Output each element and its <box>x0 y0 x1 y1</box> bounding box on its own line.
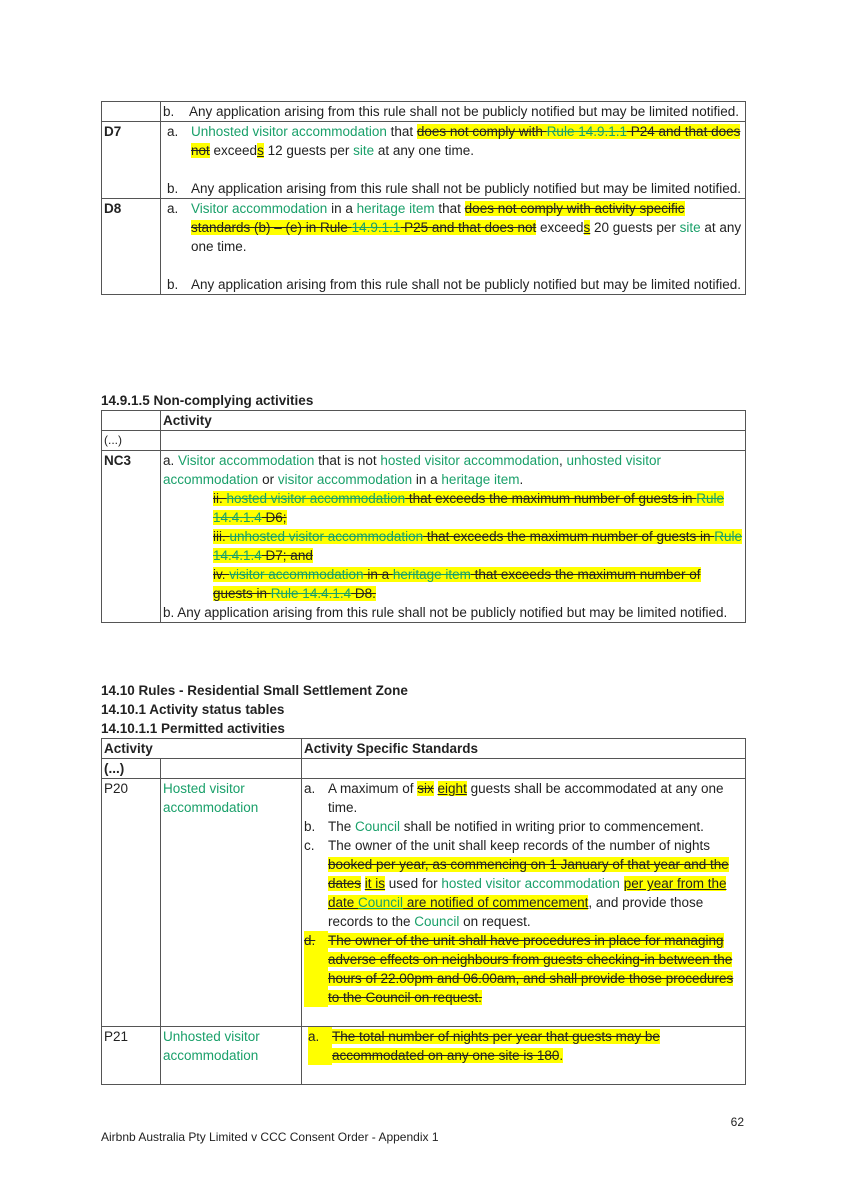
table-row <box>102 199 746 295</box>
column-header: Activity <box>102 739 302 759</box>
rule-text: b. Any application arising from this rule shall not be publicly notified but may be limited notified. <box>163 605 728 620</box>
table-header-row <box>102 411 746 431</box>
section-heading: 14.10.1 Activity status tables <box>101 702 285 717</box>
list-item: a. Unhosted visitor accommodation that does not comply with Rule 14.9.1.1 P24 and that does not exceeds 12 guests per site at any one time. <box>167 124 741 158</box>
list-item: b. Any application arising from this rule shall not be publicly notified but may be limited notified. <box>167 181 742 196</box>
list-item: c. The owner of the unit shall keep records of the number of nights booked per year, as commencing on 1 January of that year and the dates it is used for hosted visitor accommodation per year from the date Council are notified of commencement, and provide those records to the Council on request. <box>304 838 729 929</box>
table-header-row <box>102 739 746 759</box>
table-row <box>102 451 746 623</box>
page-footer: Airbnb Australia Pty Limited v CCC Consent Order - Appendix 1 <box>101 1130 439 1144</box>
list-item: a. The total number of nights per year that guests may be accommodated on any one site is 180. <box>308 1029 660 1063</box>
table-row <box>102 1027 746 1085</box>
section-heading: 14.10 Rules - Residential Small Settlement Zone <box>101 683 408 698</box>
table-row <box>102 102 746 122</box>
activity-name: Hosted visitor accommodation <box>161 779 302 1027</box>
table-row: (...) <box>102 431 746 451</box>
column-header: Activity Specific Standards <box>302 739 746 759</box>
rule-code: P20 <box>102 779 161 1027</box>
list-item: b. Any application arising from this rule shall not be publicly notified but may be limited notified. <box>163 104 740 119</box>
rule-code: D8 <box>102 199 161 295</box>
discretionary-table <box>101 101 746 295</box>
rule-text: a. Visitor accommodation that is not hosted visitor accommodation, unhosted visitor accommodation or visitor accommodation in a heritage item. <box>163 453 662 487</box>
list-item: b. The Council shall be notified in writing prior to commencement. <box>304 819 704 834</box>
list-item: iii. unhosted visitor accommodation that exceeds the maximum number of guests in Rule 14.4.1.4 D7; and <box>213 529 743 563</box>
rule-code: D7 <box>102 122 161 199</box>
page-number: 62 <box>730 1115 744 1129</box>
list-item: d. The owner of the unit shall have procedures in place for managing adverse effects on neighbours from guests checking-in between the hours of 22.00pm and 06.00am, and shall provide those procedures to the Council on request. <box>304 933 734 1005</box>
column-header: Activity <box>161 411 746 431</box>
table-row <box>102 122 746 199</box>
list-item: a. A maximum of six eight guests shall be accommodated at any one time. <box>304 781 724 815</box>
list-item: b. Any application arising from this rule shall not be publicly notified but may be limited notified. <box>167 277 742 292</box>
section-heading: 14.9.1.5 Non-complying activities <box>101 393 314 408</box>
section-heading: 14.10.1.1 Permitted activities <box>101 721 285 736</box>
list-item: iv. visitor accommodation in a heritage item that exceeds the maximum number of guests in Rule 14.4.1.4 D8. <box>213 567 701 601</box>
table-row <box>102 779 746 1027</box>
non-complying-table <box>101 410 746 623</box>
list-item: ii. hosted visitor accommodation that exceeds the maximum number of guests in Rule 14.4.1.4 D6; <box>213 491 724 525</box>
rule-code: NC3 <box>102 451 161 623</box>
rule-code: P21 <box>102 1027 161 1085</box>
activity-name: Unhosted visitor accommodation <box>161 1027 302 1085</box>
permitted-activities-table <box>101 738 746 1085</box>
list-item: a. Visitor accommodation in a heritage item that does not comply with activity specific standards (b) – (e) in Rule 14.9.1.1 P25 and that does not exceeds 20 guests per site at any one time. <box>167 201 742 254</box>
table-row: (...) <box>102 759 746 779</box>
